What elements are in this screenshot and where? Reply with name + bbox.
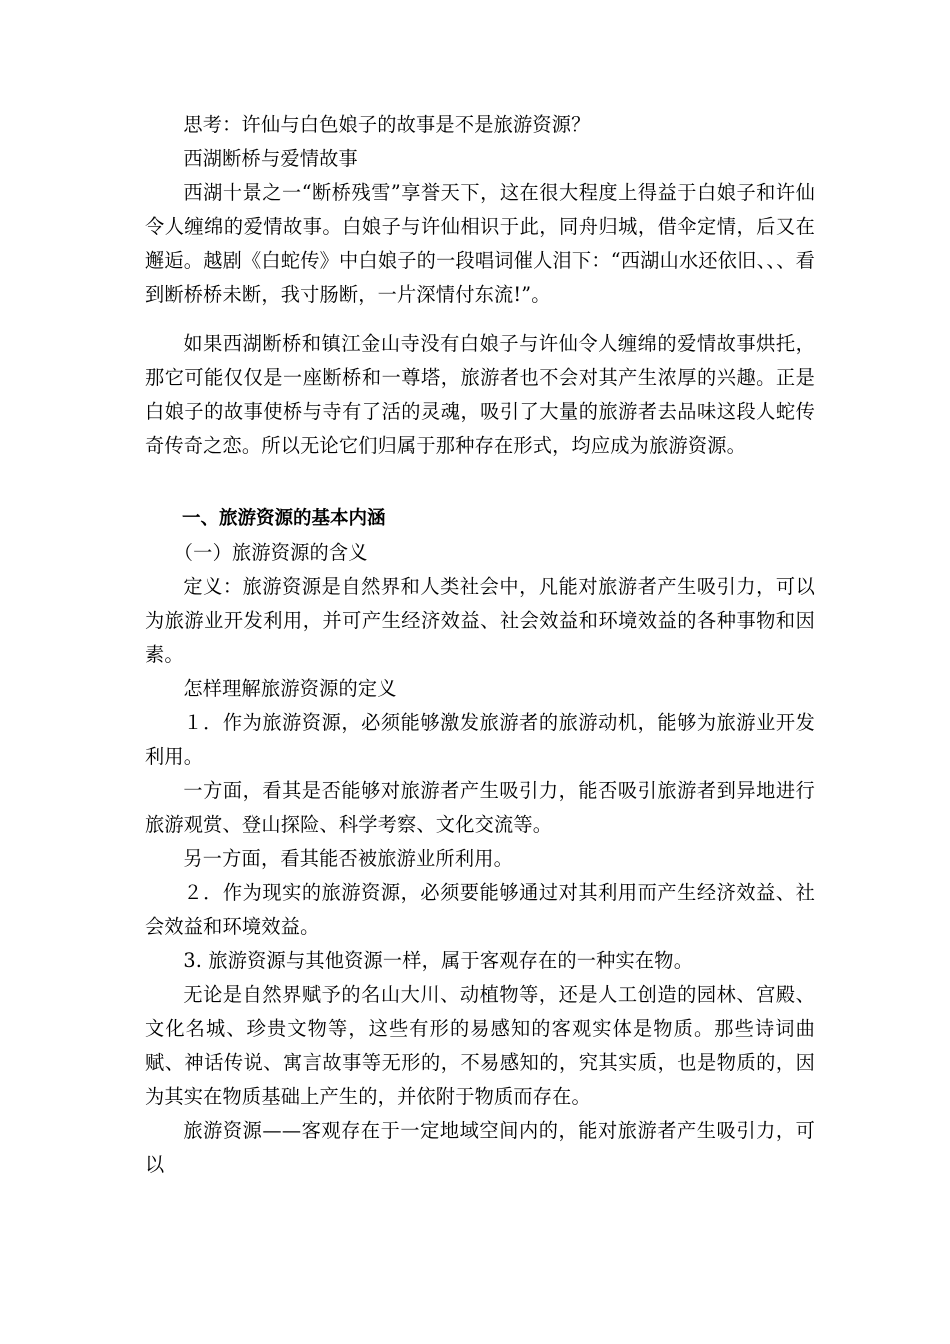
analysis-paragraph: 如果西湖断桥和镇江金山寺没有白娘子与许仙令人缠绵的爱情故事烘托，那它可能仅仅是一座断桥和一尊塔，旅游者也不会对其产生浓厚的兴趣。正是白娘子的故事使桥与寺有了活的灵魂，吸引了大量的旅游者去品味这段人蛇传奇传奇之恋。所以无论它们归属于那种存在形式，均应成为旅游资源。 (145, 332, 815, 457)
question-paragraph: 思考：许仙与白色娘子的故事是不是旅游资源？ (183, 113, 591, 136)
point-3-paragraph: 3. 旅游资源与其他资源一样，属于客观存在的一种实在物。 (183, 949, 694, 972)
summary-paragraph: 旅游资源——客观存在于一定地域空间内的，能对旅游者产生吸引力，可以 (145, 1119, 815, 1176)
definition-paragraph: 定义：旅游资源是自然界和人类社会中，凡能对旅游者产生吸引力，可以为旅游业开发利用，并可产生经济效益、社会效益和环境效益的各种事物和因素。 (145, 575, 815, 666)
document-body (145, 108, 815, 1182)
subsection-title: （一）旅游资源的含义 (173, 541, 368, 564)
point-1-detail-a: 一方面，看其是否能够对旅游者产生吸引力，能否吸引旅游者到异地进行旅游观赏、登山探险、科学考察、文化交流等。 (145, 779, 815, 836)
story-title: 西湖断桥与爱情故事 (183, 147, 358, 170)
point-2-paragraph: ２．作为现实的旅游资源，必须要能够通过对其利用而产生经济效益、社会效益和环境效益。 (145, 881, 815, 938)
point-1-detail-b: 另一方面，看其能否被旅游业所利用。 (183, 847, 513, 870)
section-heading: 一、旅游资源的基本内涵 (182, 508, 386, 529)
story-paragraph: 西湖十景之一“断桥残雪”享誉天下，这在很大程度上得益于白娘子和许仙令人缠绵的爱情故事。白娘子与许仙相识于此，同舟归城，借伞定情，后又在邂逅。越剧《白蛇传》中白娘子的一段唱词催人泪下：“西湖山水还依旧、、、看到断桥桥未断，我寸肠断，一片深情付东流!”。 (145, 181, 815, 306)
point-1-paragraph: １．作为旅游资源，必须能够激发旅游者的旅游动机，能够为旅游业开发利用。 (145, 711, 815, 768)
point-3-detail: 无论是自然界赋予的名山大川、动植物等，还是人工创造的园林、宫殿、文化名城、珍贵文物等，这些有形的易感知的客观实体是物质。那些诗词曲赋、神话传说、寓言故事等无形的，不易感知的，究其实质，也是物质的，因为其实在物质基础上产生的，并依附于物质而存在。 (145, 983, 815, 1108)
understanding-title: 怎样理解旅游资源的定义 (183, 677, 397, 700)
